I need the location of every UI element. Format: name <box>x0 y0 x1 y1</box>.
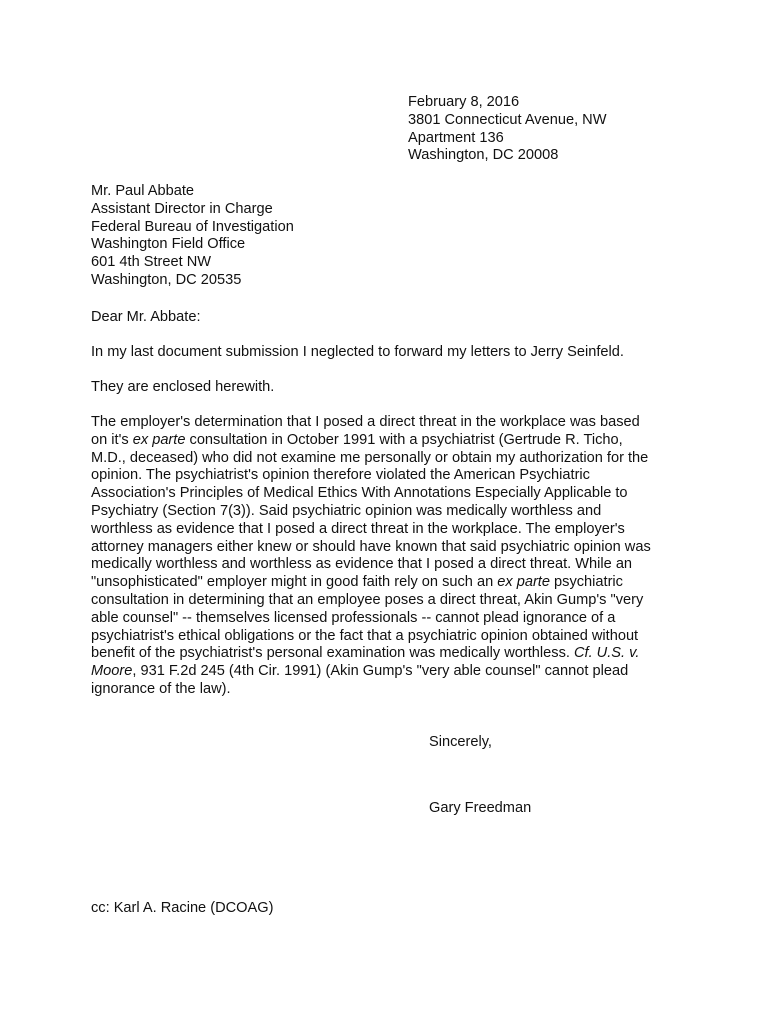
cc-line: cc: Karl A. Racine (DCOAG) <box>91 900 274 916</box>
paragraph-3-line: medically worthless and worthless as evidence that I posed a direct threat. While an <box>91 556 633 573</box>
paragraph-3 <box>91 414 677 699</box>
recipient-city: Washington, DC 20535 <box>91 271 242 288</box>
italic-citation: Moore <box>91 663 133 680</box>
paragraph-3-line: Moore, 931 F.2d 245 (4th Cir. 1991) (Akin Gump's "very able counsel" cannot plead <box>91 663 629 680</box>
paragraph-3-line: benefit of the psychiatrist's personal examination was medically worthless. Cf. U.S. v. <box>91 645 640 662</box>
paragraph-3-line: attorney managers either knew or should have known that said psychiatric opinion was <box>91 538 651 555</box>
signature-name: Gary Freedman <box>429 800 532 816</box>
paragraph-3-line: on it's ex parte consultation in October 1991 with a psychiatrist (Gertrude R. Ticho, <box>91 431 623 448</box>
paragraph-3-line: ignorance of the law). <box>91 680 231 697</box>
italic-ex-parte: ex parte <box>497 574 550 591</box>
letter-date: February 8, 2016 <box>408 94 520 110</box>
paragraph-3-line: worthless as evidence that I posed a direct threat in the workplace. The employer's <box>91 520 625 537</box>
sender-address-line1: 3801 Connecticut Avenue, NW <box>408 111 607 128</box>
paragraph-3-line: "unsophisticated" employer might in good faith rely on such an ex parte psychiatric <box>91 574 623 591</box>
salutation: Dear Mr. Abbate: <box>91 309 201 325</box>
paragraph-3-line: able counsel" -- themselves licensed professionals -- cannot plead ignorance of a <box>91 609 616 626</box>
paragraph-3-line: M.D., deceased) who did not examine me personally or obtain my authorization for the <box>91 449 649 466</box>
sender-address-line2: Apartment 136 <box>408 129 504 146</box>
paragraph-3-line: opinion. The psychiatrist's opinion therefore violated the American Psychiatric <box>91 467 590 484</box>
paragraph-3-line: The employer's determination that I posed a direct threat in the workplace was based <box>91 414 640 430</box>
recipient-office: Washington Field Office <box>91 236 246 253</box>
recipient-street: 601 4th Street NW <box>91 254 212 271</box>
recipient-title: Assistant Director in Charge <box>91 200 273 217</box>
paragraph-3-line: Association's Principles of Medical Ethics With Annotations Especially Applicable to <box>91 485 628 502</box>
italic-citation: Cf. U.S. v. <box>573 645 640 662</box>
recipient-name: Mr. Paul Abbate <box>91 183 195 199</box>
paragraph-2: They are enclosed herewith. <box>91 379 275 395</box>
italic-ex-parte: ex parte <box>132 431 186 448</box>
recipient-organization: Federal Bureau of Investigation <box>91 218 294 235</box>
paragraph-3-line: psychiatrist's ethical obligations or the fact that a psychiatric opinion obtained without <box>91 627 639 644</box>
sender-address-line3: Washington, DC 20008 <box>408 147 559 164</box>
recipient-block <box>91 183 294 290</box>
paragraph-3-line: consultation in determining that an employee poses a direct threat, Akin Gump's "very <box>91 591 644 608</box>
paragraph-1: In my last document submission I neglected to forward my letters to Jerry Seinfeld. <box>91 344 624 360</box>
sender-block <box>408 94 607 165</box>
closing: Sincerely, <box>429 734 492 750</box>
paragraph-3-line: Psychiatry (Section 7(3)). Said psychiatric opinion was medically worthless and <box>91 502 602 519</box>
